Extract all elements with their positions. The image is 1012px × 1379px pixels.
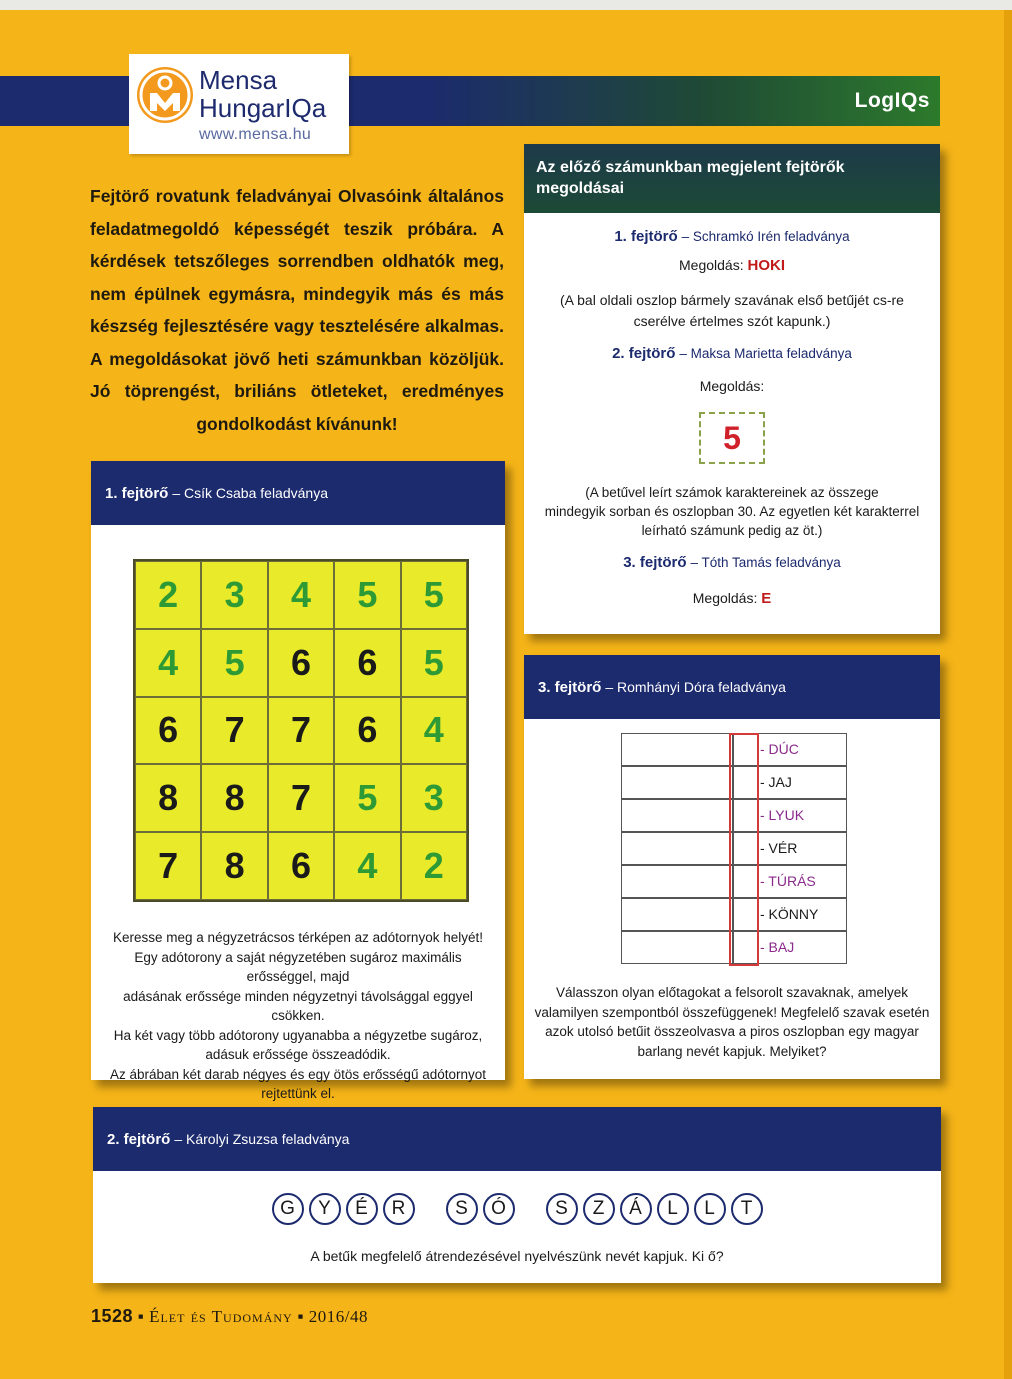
puzzle-3-description [534, 983, 930, 1061]
letter-circle: R [383, 1193, 415, 1225]
solution-1-answer: Megoldás: HOKI [679, 257, 785, 274]
description-line: valamilyen szempontból összefüggenek! Megfelelő szavak esetén [534, 1004, 930, 1020]
grid-cell: 2 [135, 561, 201, 629]
puzzle-1-description [99, 928, 497, 1104]
word-label: - DÚC [760, 741, 799, 757]
letter-circle: T [731, 1193, 763, 1225]
grid-cell: 7 [135, 832, 201, 900]
letter-circle: S [446, 1193, 478, 1225]
word-label: - BAJ [760, 939, 795, 955]
right-edge [1004, 10, 1012, 1379]
letter-circle: L [657, 1193, 689, 1225]
solution-1-title: 1. fejtörő – Schramkó Irén feladványa [614, 228, 850, 245]
grid-cell: 5 [401, 629, 467, 697]
description-line: adásának erőssége minden négyzetnyi távolsággal eggyel csökken. [123, 988, 473, 1023]
puzzle-2-panel [93, 1107, 941, 1283]
letter-circle: Ó [483, 1193, 515, 1225]
grid-cell: 6 [268, 832, 334, 900]
solutions-header: Az előző számunkban megjelent fejtörők megoldásai [524, 144, 940, 213]
letter-circle: G [272, 1193, 304, 1225]
puzzle-3-panel [524, 655, 940, 1079]
word-label: - TÚRÁS [760, 873, 816, 889]
word-label: - JAJ [760, 774, 792, 790]
puzzle-1-panel [91, 461, 505, 1101]
puzzle-3-header: 3. fejtörő – Romhányi Dóra feladványa [524, 655, 940, 719]
grid-cell: 4 [268, 561, 334, 629]
issue-number: 2016/48 [308, 1307, 368, 1326]
letter-circle: É [346, 1193, 378, 1225]
grid-cell: 4 [334, 832, 400, 900]
grid-cell: 5 [201, 629, 267, 697]
grid-cell: 8 [201, 832, 267, 900]
grid-cell: 6 [135, 697, 201, 765]
grid-cell: 7 [201, 697, 267, 765]
solution-3-title: 3. fejtörő – Tóth Tamás feladványa [623, 554, 841, 571]
description-line: Ha két vagy több adótorony ugyanabba a négyzetbe sugároz, [113, 1027, 483, 1043]
solutions-panel [524, 144, 940, 634]
word-label: - VÉR [760, 840, 798, 856]
red-answer-column [729, 733, 759, 966]
description-line: Egy adótorony a saját négyzetében sugároz maximális erősséggel, majd [134, 949, 462, 984]
puzzle-2-header: 2. fejtörő – Károlyi Zsuzsa feladványa [93, 1107, 941, 1171]
grid-cell: 5 [401, 561, 467, 629]
puzzle-1-header: 1. fejtörő – Csík Csaba feladványa [91, 461, 505, 525]
description-line: Az ábrában két darab négyes és egy ötös erősségű adótornyot [110, 1066, 486, 1082]
letter-circle: Á [620, 1193, 652, 1225]
grid-cell: 3 [401, 764, 467, 832]
solution-3-answer: Megoldás: E [692, 590, 772, 607]
letter-circles [93, 1189, 941, 1229]
letter-circle: Y [309, 1193, 341, 1225]
grid-cell: 4 [401, 697, 467, 765]
letter-circle: L [694, 1193, 726, 1225]
solution-2-note: (A betűvel leírt számok karaktereinek az összege mindegyik sorban és oszlopban 30. Az egyetlen két karakterrel leírható számunk pedig az öt.) [544, 485, 920, 538]
grid-cell: 3 [201, 561, 267, 629]
word-label: - LYUK [760, 807, 805, 823]
magazine-name: Élet és Tudomány [149, 1307, 293, 1326]
section-title: LogIQs [854, 89, 930, 112]
description-line: Keresse meg a négyzetrácsos térképen az adótornyok helyét! [113, 930, 483, 945]
description-line: barlang nevét kapjuk. Melyiket? [637, 1043, 827, 1059]
top-strip [0, 0, 1012, 10]
solution-2-title: 2. fejtörő – Maksa Marietta feladványa [612, 345, 852, 362]
grid-cell: 4 [135, 629, 201, 697]
number-grid [133, 559, 469, 902]
letter-circle: S [546, 1193, 578, 1225]
grid-cell: 5 [334, 764, 400, 832]
logo-url: www.mensa.hu [199, 126, 312, 143]
description-line: adásuk erőssége összeadódik. [205, 1047, 391, 1062]
page-number: 1528 [91, 1306, 134, 1326]
solution-1-note: (A bal oldali oszlop bármely szavának első betűjét cs-re cserélve értelmes szót kapunk.) [560, 292, 904, 329]
letter-circle: Z [583, 1193, 615, 1225]
word-label: - KÖNNY [760, 906, 819, 922]
grid-cell: 6 [334, 697, 400, 765]
description-line: azok utolsó betűit összeolvasva a piros oszlopban egy magyar [545, 1024, 919, 1039]
grid-cell: 8 [135, 764, 201, 832]
grid-cell: 7 [268, 697, 334, 765]
solution-2-answer-box: 5 [699, 412, 765, 464]
mensa-emblem-icon [137, 67, 193, 123]
grid-cell: 6 [268, 629, 334, 697]
grid-cell: 6 [334, 629, 400, 697]
mensa-logo [129, 54, 349, 154]
grid-cell: 8 [201, 764, 267, 832]
grid-cell: 5 [334, 561, 400, 629]
logo-name: Mensa HungarIQa [199, 65, 327, 123]
intro-text: Fejtörő rovatunk feladványai Olvasóink általános feladatmegoldó képességét teszik próbára. A kérdések tetszőleges sorrendben oldhatók meg, nem épülnek egymásra, mindegyik más és más készség fejlesztésére vagy tesztelésére alkalmas. A megoldásokat jövő heti számunkban közöljük. Jó töprengést, briliáns ötleteket, eredményes gondolkodást kívánunk! [90, 186, 504, 434]
puzzle-2-description: A betűk megfelelő átrendezésével nyelvészünk nevét kapjuk. Ki ő? [310, 1248, 724, 1264]
description-line: rejtettünk el. [261, 1086, 335, 1101]
words-table [621, 733, 847, 966]
grid-cell: 2 [401, 832, 467, 900]
solution-2-label: Megoldás: [699, 378, 765, 394]
page-footer: 1528 ▪ Élet és Tudomány ▪ 2016/48 [91, 1306, 368, 1326]
description-line: Válasszon olyan előtagokat a felsorolt szavaknak, amelyek [556, 985, 908, 1000]
grid-cell: 7 [268, 764, 334, 832]
